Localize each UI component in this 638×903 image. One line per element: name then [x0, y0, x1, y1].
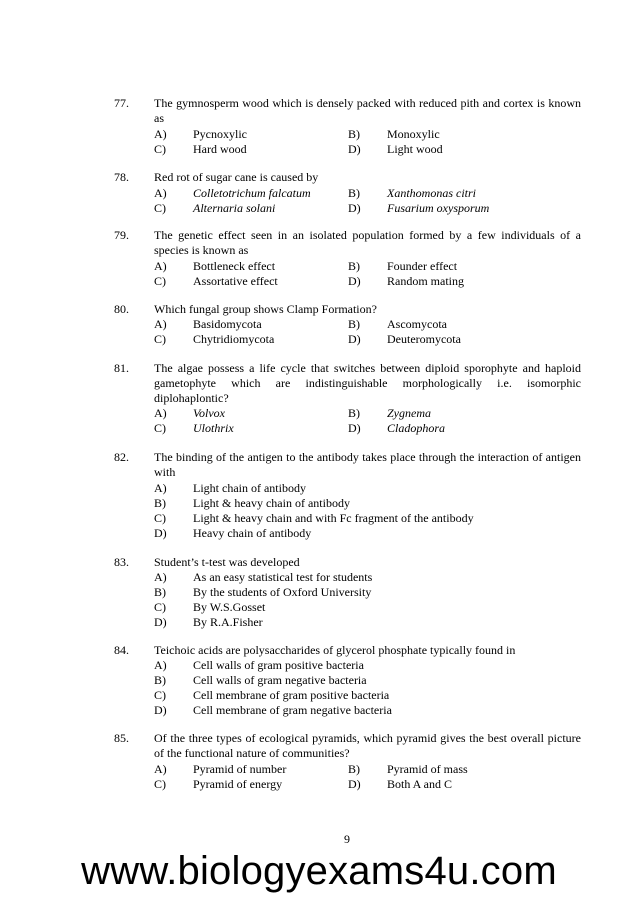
option-text: Cell walls of gram positive bacteria — [193, 658, 364, 672]
options-row — [0, 142, 638, 157]
option-label: C) — [154, 421, 166, 435]
option-text: Cell membrane of gram positive bacteria — [193, 688, 390, 702]
question-stem: The binding of the antigen to the antibody takes place through the interaction of antigen with — [154, 450, 581, 479]
question-stem: Red rot of sugar cane is caused by — [154, 170, 319, 184]
option-text: Heavy chain of antibody — [193, 526, 312, 540]
option-text: Deuteromycota — [387, 332, 461, 346]
option-text: Light chain of antibody — [193, 481, 306, 495]
option-label: D) — [348, 332, 361, 346]
option-label: D) — [348, 201, 361, 215]
option-text: Zygnema — [387, 406, 431, 420]
option-label: D) — [348, 142, 361, 156]
options-row — [0, 317, 638, 332]
question-number: 85. — [114, 731, 129, 745]
option-label: B) — [154, 585, 166, 599]
question-number: 78. — [114, 170, 129, 184]
option-text: Colletotrichum falcatum — [193, 186, 311, 200]
option-label: C) — [154, 777, 166, 791]
option-text: By R.A.Fisher — [193, 615, 263, 629]
option-text: Monoxylic — [387, 127, 440, 141]
option-label: B) — [348, 127, 360, 141]
question-stem: The genetic effect seen in an isolated population formed by a few individuals of a species is known as — [154, 228, 581, 257]
option-text: By W.S.Gosset — [193, 600, 266, 614]
option-text: Xanthomonas citri — [387, 186, 476, 200]
question-number: 79. — [114, 228, 129, 242]
option-text: Founder effect — [387, 259, 458, 273]
option-label: D) — [154, 526, 167, 540]
question-number: 77. — [114, 96, 129, 110]
option-text: Ascomycota — [387, 317, 447, 331]
option-label: D) — [154, 615, 167, 629]
option-label: A) — [154, 317, 167, 331]
option-label: B) — [348, 186, 360, 200]
options-row — [0, 274, 638, 289]
question-number: 82. — [114, 450, 129, 464]
option-text: Light & heavy chain of antibody — [193, 496, 350, 510]
option-text: Chytridiomycota — [193, 332, 275, 346]
option-row — [0, 600, 638, 615]
option-text: Light wood — [387, 142, 443, 156]
option-text: Hard wood — [193, 142, 247, 156]
option-label: C) — [154, 142, 166, 156]
option-text: Cladophora — [387, 421, 446, 435]
option-label: C) — [154, 688, 166, 702]
question-number: 83. — [114, 555, 129, 569]
watermark-url: www.biologyexams4u.com — [81, 849, 557, 893]
option-label: C) — [154, 600, 166, 614]
option-text: Fusarium oxysporum — [387, 201, 490, 215]
option-label: C) — [154, 274, 166, 288]
question-stem: Teichoic acids are polysaccharides of glycerol phosphate typically found in — [154, 643, 516, 657]
options-row — [0, 186, 638, 201]
option-label: C) — [154, 511, 166, 525]
option-text: Assortative effect — [193, 274, 278, 288]
option-label: D) — [154, 703, 167, 717]
question-stem: Of the three types of ecological pyramids, which pyramid gives the best overall picture of the functional nature of communities? — [154, 731, 581, 760]
option-text: Cell walls of gram negative bacteria — [193, 673, 367, 687]
option-label: A) — [154, 406, 167, 420]
option-text: Pyramid of energy — [193, 777, 283, 791]
option-text: Bottleneck effect — [193, 259, 276, 273]
option-label: D) — [348, 777, 361, 791]
option-label: B) — [154, 496, 166, 510]
option-row — [0, 511, 638, 526]
option-text: Alternaria solani — [193, 201, 276, 215]
option-text: Ulothrix — [193, 421, 234, 435]
option-row — [0, 570, 638, 585]
option-text: Random mating — [387, 274, 464, 288]
option-row — [0, 496, 638, 511]
options-row — [0, 421, 638, 436]
option-row — [0, 615, 638, 630]
option-text: Both A and C — [387, 777, 453, 791]
option-row — [0, 526, 638, 541]
option-text: Pyramid of mass — [387, 762, 468, 776]
options-row — [0, 259, 638, 274]
option-row — [0, 688, 638, 703]
option-label: D) — [348, 421, 361, 435]
option-text: Cell membrane of gram negative bacteria — [193, 703, 392, 717]
option-label: C) — [154, 201, 166, 215]
options-row — [0, 777, 638, 792]
question-number: 84. — [114, 643, 129, 657]
option-label: B) — [348, 259, 360, 273]
options-row — [0, 201, 638, 216]
options-row — [0, 762, 638, 777]
option-label: A) — [154, 762, 167, 776]
option-row — [0, 658, 638, 673]
page-number: 9 — [344, 832, 350, 846]
options-row — [0, 127, 638, 142]
option-label: B) — [154, 673, 166, 687]
option-label: A) — [154, 570, 167, 584]
option-label: A) — [154, 481, 167, 495]
option-text: Pycnoxylic — [193, 127, 247, 141]
question-stem: Which fungal group shows Clamp Formation? — [154, 302, 377, 316]
options-row — [0, 406, 638, 421]
option-text: As an easy statistical test for students — [193, 570, 373, 584]
question-stem: The gymnosperm wood which is densely packed with reduced pith and cortex is known as — [154, 96, 581, 125]
option-text: Light & heavy chain and with Fc fragment of the antibody — [193, 511, 474, 525]
question-stem: Student’s t-test was developed — [154, 555, 300, 569]
option-label: D) — [348, 274, 361, 288]
option-label: C) — [154, 332, 166, 346]
option-label: B) — [348, 406, 360, 420]
option-row — [0, 703, 638, 718]
option-text: Pyramid of number — [193, 762, 287, 776]
option-label: A) — [154, 658, 167, 672]
option-row — [0, 481, 638, 496]
option-row — [0, 673, 638, 688]
option-text: Volvox — [193, 406, 225, 420]
question-number: 81. — [114, 361, 129, 375]
option-row — [0, 585, 638, 600]
question-stem: The algae possess a life cycle that switches between diploid sporophyte and haploid gametophyte which are indistinguishable morphologically i.e. isomorphic diplohaplontic? — [154, 361, 581, 405]
option-label: B) — [348, 317, 360, 331]
option-label: B) — [348, 762, 360, 776]
option-label: A) — [154, 127, 167, 141]
question-number: 80. — [114, 302, 129, 316]
option-label: A) — [154, 186, 167, 200]
option-label: A) — [154, 259, 167, 273]
options-row — [0, 332, 638, 347]
option-text: Basidomycota — [193, 317, 262, 331]
option-text: By the students of Oxford University — [193, 585, 372, 599]
